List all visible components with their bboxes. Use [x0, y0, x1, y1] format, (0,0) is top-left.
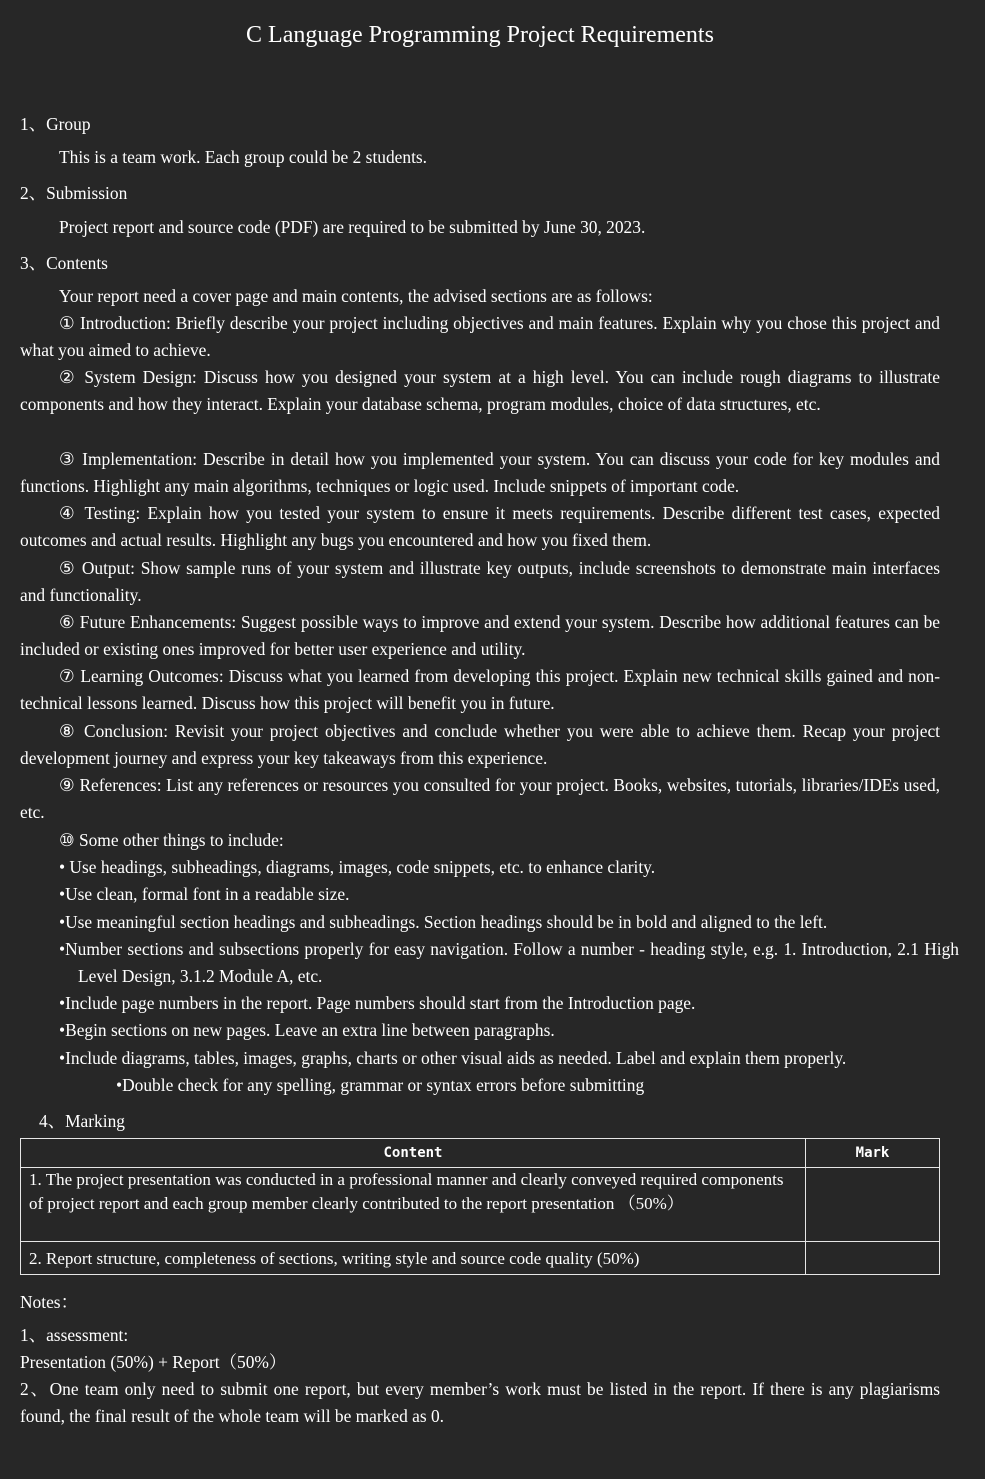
- table-cell-mark: [806, 1242, 940, 1275]
- table-header-row: [21, 1139, 940, 1168]
- notes-line-weights: Presentation (50%) + Report（50%）: [20, 1352, 287, 1372]
- column-header-mark: Mark: [806, 1139, 940, 1168]
- table-row: [21, 1168, 940, 1242]
- table-cell-content: 2. Report structure, completeness of sections, writing style and source code quality (50%): [21, 1242, 806, 1275]
- contents-intro: Your report need a cover page and main contents, the advised sections are as follows:: [59, 286, 653, 306]
- contents-item-other: ⑩ Some other things to include:: [59, 830, 284, 850]
- marking-table: [20, 1138, 940, 1275]
- contents-item-introduction: ① Introduction: Briefly describe your project including objectives and main features. Explain why you chose this project and what you aimed to achieve.: [20, 313, 940, 361]
- contents-item-conclusion: ⑧ Conclusion: Revisit your project objectives and conclude whether you were able to achieve them. Recap your project development journey and express your key takeaways from this experience.: [20, 721, 940, 769]
- bullet-item: •Include diagrams, tables, images, graphs, charts or other visual aids as needed. Label and explain them properly.: [59, 1048, 847, 1068]
- contents-item-implementation: ③ Implementation: Describe in detail how you implemented your system. You can discuss your code for key modules and functions. Highlight any main algorithms, techniques or logic used. Include snippets of important code.: [20, 449, 940, 497]
- column-header-content: Content: [21, 1139, 806, 1168]
- contents-item-system-design: ② System Design: Discuss how you designed your system at a high level. You can include rough diagrams to illustrate components and how they interact. Explain your database schema, program modules, choice of data structures, etc.: [20, 367, 940, 415]
- bullet-item: •Begin sections on new pages. Leave an extra line between paragraphs.: [59, 1020, 555, 1040]
- bullet-item: •Use clean, formal font in a readable size.: [59, 884, 350, 904]
- document-page: [20, 0, 959, 1427]
- bullet-item: •Number sections and subsections properly for easy navigation. Follow a number - heading style, e.g. 1. Introduction, 2.1 High Level Design, 3.1.2 Module A, etc.: [59, 939, 959, 987]
- section-heading-submission: 2、Submission: [20, 183, 128, 203]
- notes-line-assessment: 1、assessment:: [20, 1325, 129, 1345]
- bullet-item: •Use meaningful section headings and subheadings. Section headings should be in bold and aligned to the left.: [59, 912, 828, 932]
- contents-item-learning-outcomes: ⑦ Learning Outcomes: Discuss what you learned from developing this project. Explain new technical skills gained and non-technical lessons learned. Discuss how this project will benefit you in future.: [20, 666, 940, 714]
- bullet-item: •Double check for any spelling, grammar or syntax errors before submitting: [116, 1075, 645, 1095]
- table-cell-mark: [806, 1168, 940, 1242]
- contents-item-output: ⑤ Output: Show sample runs of your system and illustrate key outputs, include screenshots to demonstrate main interfaces and functionality.: [20, 558, 940, 606]
- table-row: [21, 1242, 940, 1275]
- group-text: This is a team work. Each group could be 2 students.: [59, 147, 428, 167]
- section-heading-group: 1、Group: [20, 114, 91, 134]
- page-title: C Language Programming Project Requirements: [246, 22, 714, 48]
- bullet-item: • Use headings, subheadings, diagrams, images, code snippets, etc. to enhance clarity.: [59, 857, 656, 877]
- table-cell-content: 1. The project presentation was conducted in a professional manner and clearly conveyed required components of project report and each group member clearly contributed to the report presentation （50%）: [21, 1168, 806, 1242]
- contents-item-future-enhancements: ⑥ Future Enhancements: Suggest possible ways to improve and extend your system. Describe how additional features can be included or existing ones improved for better user experience and utility.: [20, 612, 940, 660]
- submission-text: Project report and source code (PDF) are required to be submitted by June 30, 2023.: [59, 217, 646, 237]
- notes-line-submission-rule: 2、One team only need to submit one report, but every member’s work must be listed in the report. If there is any plagiarisms found, the final result of the whole team will be marked as 0.: [20, 1379, 940, 1427]
- contents-item-references: ⑨ References: List any references or resources you consulted for your project. Books, websites, tutorials, libraries/IDEs used, etc.: [20, 775, 940, 823]
- bullet-item: •Include page numbers in the report. Page numbers should start from the Introduction page.: [59, 993, 696, 1013]
- section-heading-marking: 4、Marking: [39, 1111, 125, 1131]
- contents-item-testing: ④ Testing: Explain how you tested your system to ensure it meets requirements. Describe different test cases, expected outcomes and actual results. Highlight any bugs you encountered and how you fixed them.: [20, 503, 940, 551]
- section-heading-contents: 3、Contents: [20, 253, 108, 273]
- notes-heading: Notes：: [20, 1292, 78, 1312]
